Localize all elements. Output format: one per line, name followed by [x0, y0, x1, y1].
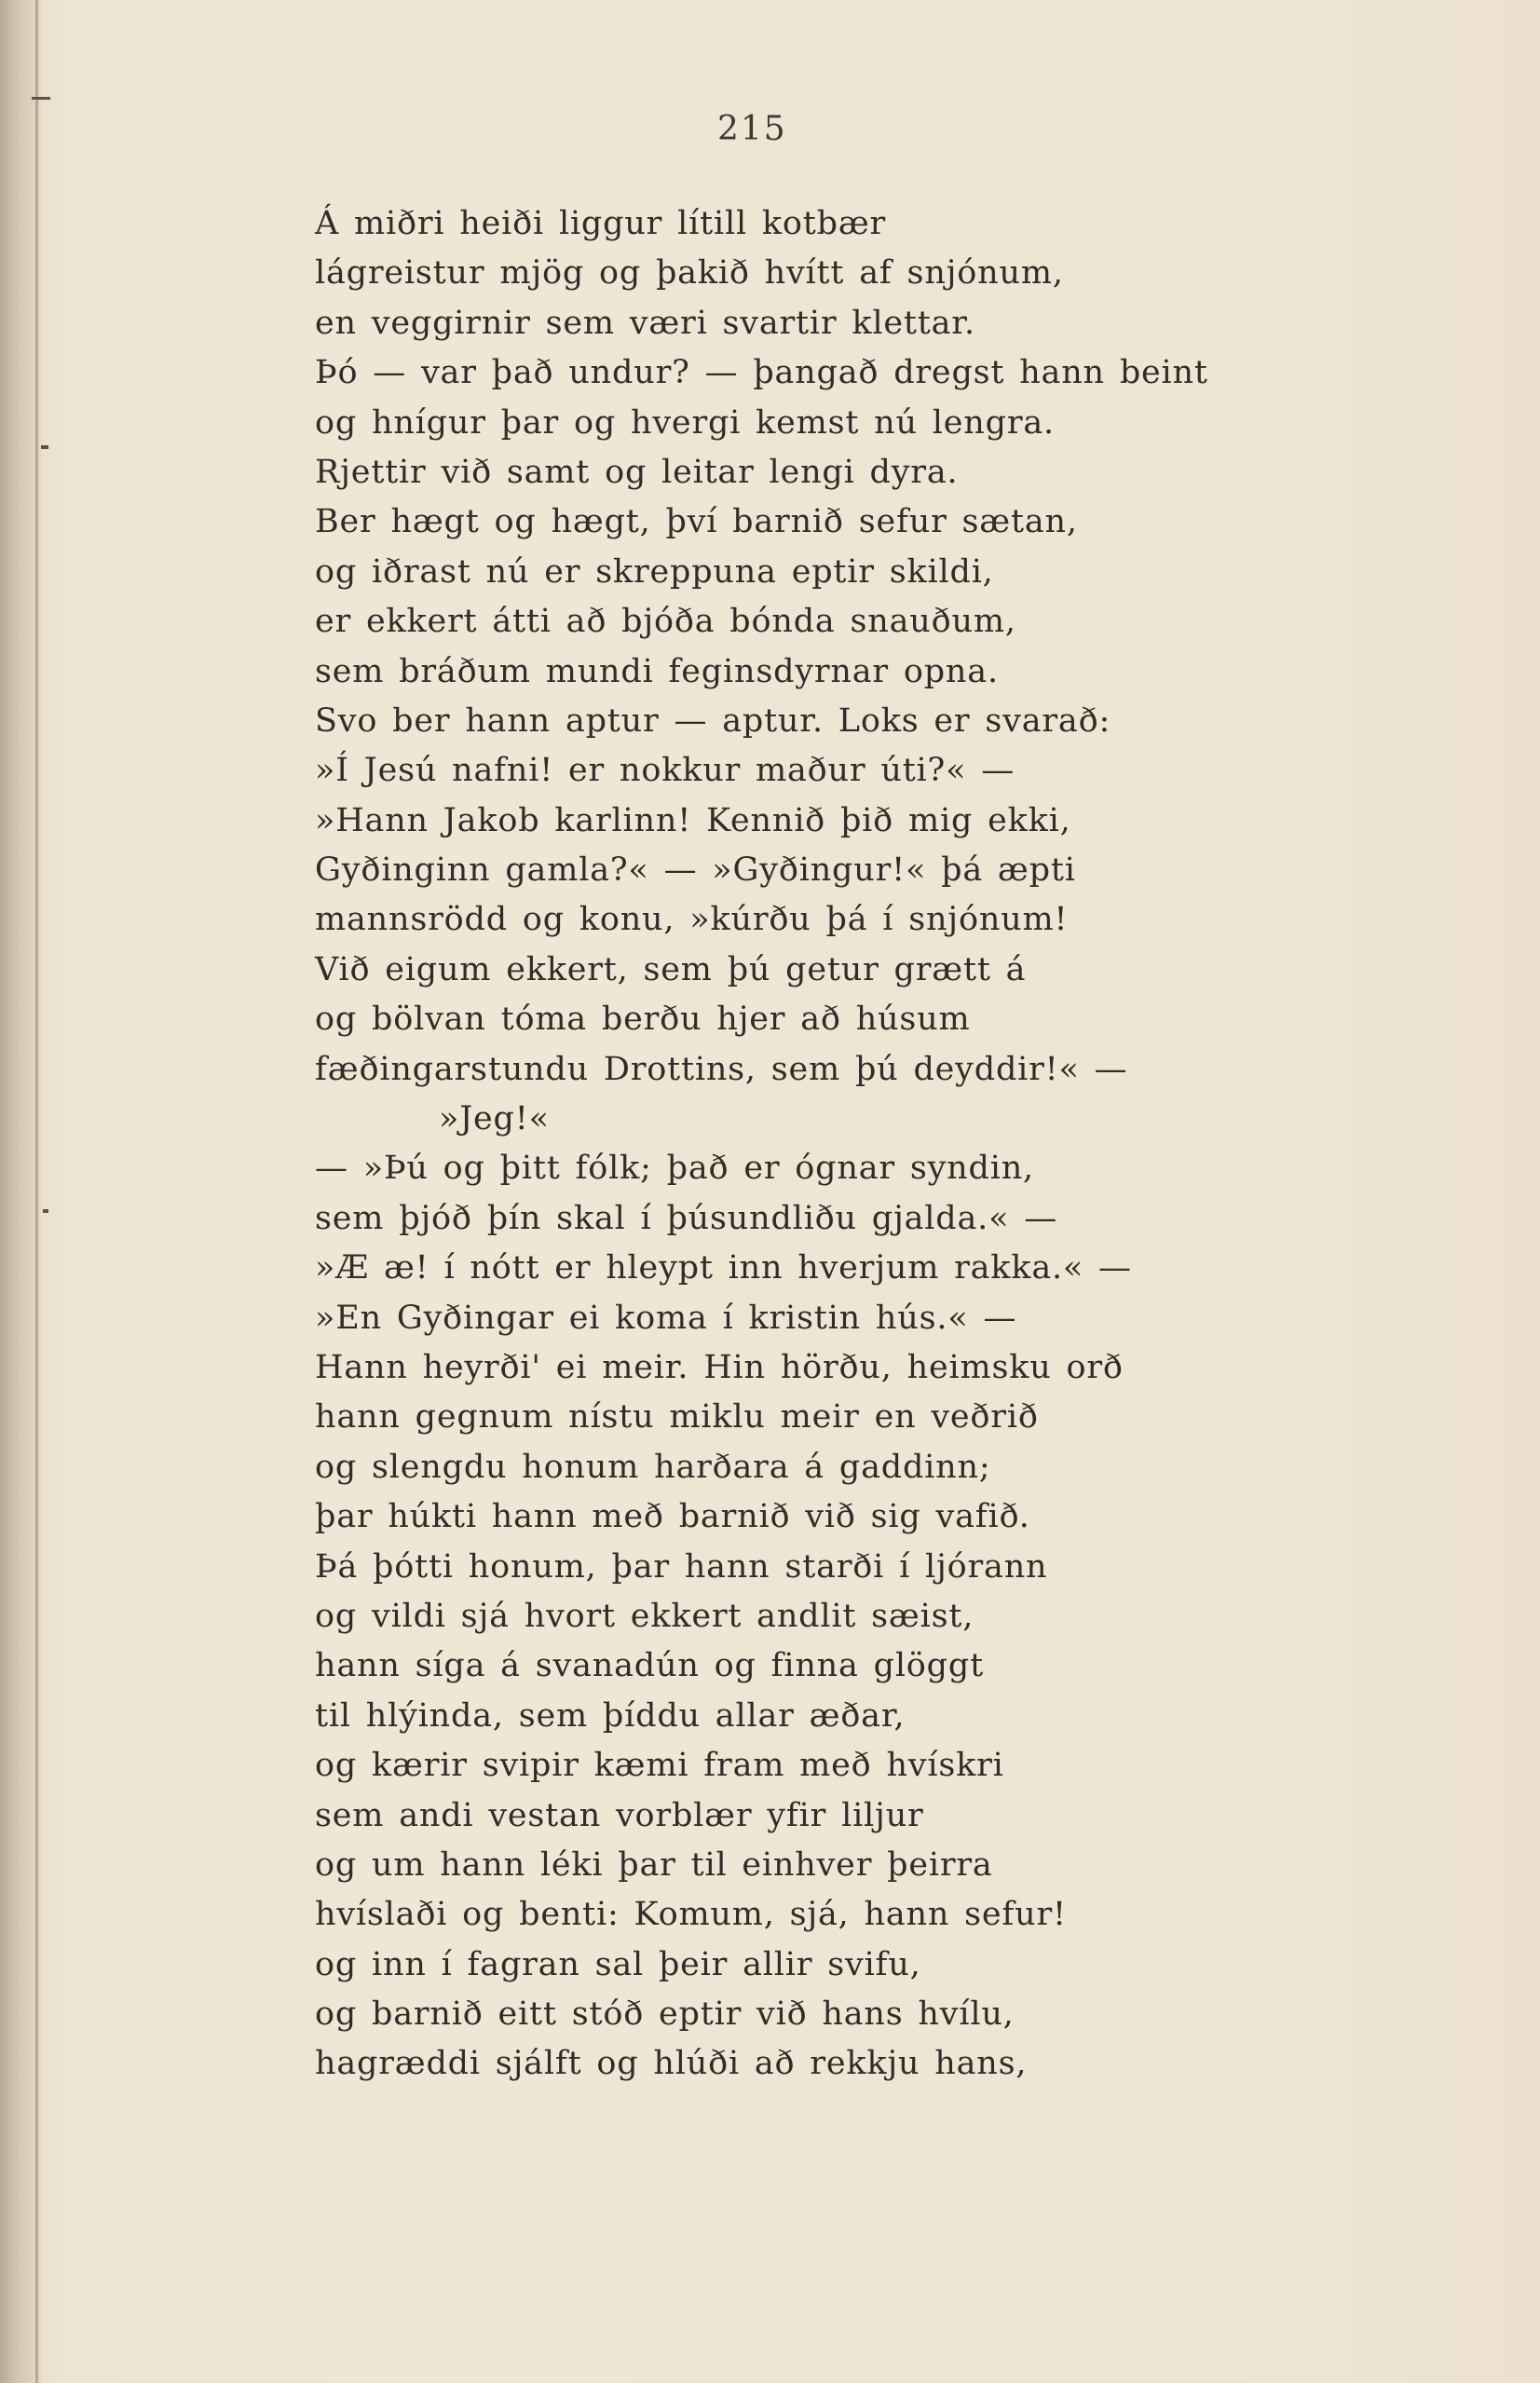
poem-line: og vildi sjá hvort ekkert andlit sæist, [315, 1597, 974, 1635]
poem-line: og slengdu honum harðara á gaddinn; [315, 1448, 991, 1486]
poem-line: og inn í fagran sal þeir allir svifu, [315, 1945, 921, 1983]
poem-line-indented: »Jeg!« [439, 1100, 550, 1138]
page-number: 215 [717, 110, 787, 148]
poem-line: — »Þú og þitt fólk; það er ógnar syndin, [315, 1150, 1034, 1188]
poem-line: hann síga á svanadún og finna glöggt [315, 1647, 984, 1685]
poem-line: »Æ æ! í nótt er hleypt inn hverjum rakka.« — [315, 1249, 1132, 1287]
poem-line: en veggirnir sem væri svartir klettar. [315, 304, 975, 342]
poem-line: og barnið eitt stóð eptir við hans hvílu, [315, 1995, 1015, 2034]
poem-line: Á miðri heiði liggur lítill kotbær [315, 205, 887, 242]
poem-line: til hlýinda, sem þíddu allar æðar, [315, 1696, 906, 1735]
margin-mark [41, 445, 48, 449]
poem-line: og bölvan tóma berðu hjer að húsum [315, 1001, 971, 1039]
poem-line: Hann heyrði' ei meir. Hin hörðu, heimsku orð [315, 1348, 1124, 1386]
poem-line: fæðingarstundu Drottins, sem þú deyddir!« — [315, 1050, 1128, 1088]
binding-line [35, 0, 38, 2383]
poem-line: Ber hægt og hægt, því barnið sefur sætan, [315, 503, 1078, 541]
poem-line: »Hann Jakob karlinn! Kennið þið mig ekki, [315, 801, 1071, 839]
poem-line: og kærir svipir kæmi fram með hvískri [315, 1747, 1004, 1785]
poem-line: sem þjóð þín skal í þúsundliðu gjalda.« — [315, 1199, 1058, 1237]
margin-mark [32, 97, 50, 100]
poem-line: Þá þótti honum, þar hann starði í ljórann [315, 1547, 1048, 1586]
poem-line: er ekkert átti að bjóða bónda snauðum, [315, 603, 1016, 641]
poem-line: og um hann léki þar til einhver þeirra [315, 1845, 993, 1884]
poem-line: mannsrödd og konu, »kúrðu þá í snjónum! [315, 901, 1069, 939]
poem-line: Þó — var það undur? — þangað dregst hann beint [315, 354, 1208, 392]
poem-line: Svo ber hann aptur — aptur. Loks er svarað: [315, 701, 1111, 740]
poem-line: og hnígur þar og hvergi kemst nú lengra. [315, 403, 1055, 442]
poem-line: Gyðinginn gamla?« — »Gyðingur!« þá æpti [315, 851, 1076, 890]
poem-line: og iðrast nú er skreppuna eptir skildi, [315, 552, 994, 591]
poem-line: hann gegnum nístu miklu meir en veðrið [315, 1398, 1039, 1437]
poem-line: sem bráðum mundi feginsdyrnar opna. [315, 652, 999, 690]
poem-line: Við eigum ekkert, sem þú getur grætt á [315, 950, 1027, 988]
poem-text [315, 199, 1433, 2090]
poem-line: hagræddi sjálft og hlúði að rekkju hans, [315, 2045, 1028, 2083]
margin-mark [43, 1209, 48, 1213]
poem-line: Rjettir við samt og leitar lengi dyra. [315, 453, 959, 491]
poem-line: »En Gyðingar ei koma í kristin hús.« — [315, 1299, 1017, 1337]
poem-line: þar húkti hann með barnið við sig vafið. [315, 1498, 1030, 1536]
poem-line: lágreistur mjög og þakið hvítt af snjónum, [315, 254, 1064, 293]
poem-line: sem andi vestan vorblær yfir liljur [315, 1796, 924, 1834]
poem-line: hvíslaði og benti: Komum, sjá, hann sefur! [315, 1896, 1067, 1934]
poem-line: »Í Jesú nafni! er nokkur maður úti?« — [315, 752, 1015, 790]
